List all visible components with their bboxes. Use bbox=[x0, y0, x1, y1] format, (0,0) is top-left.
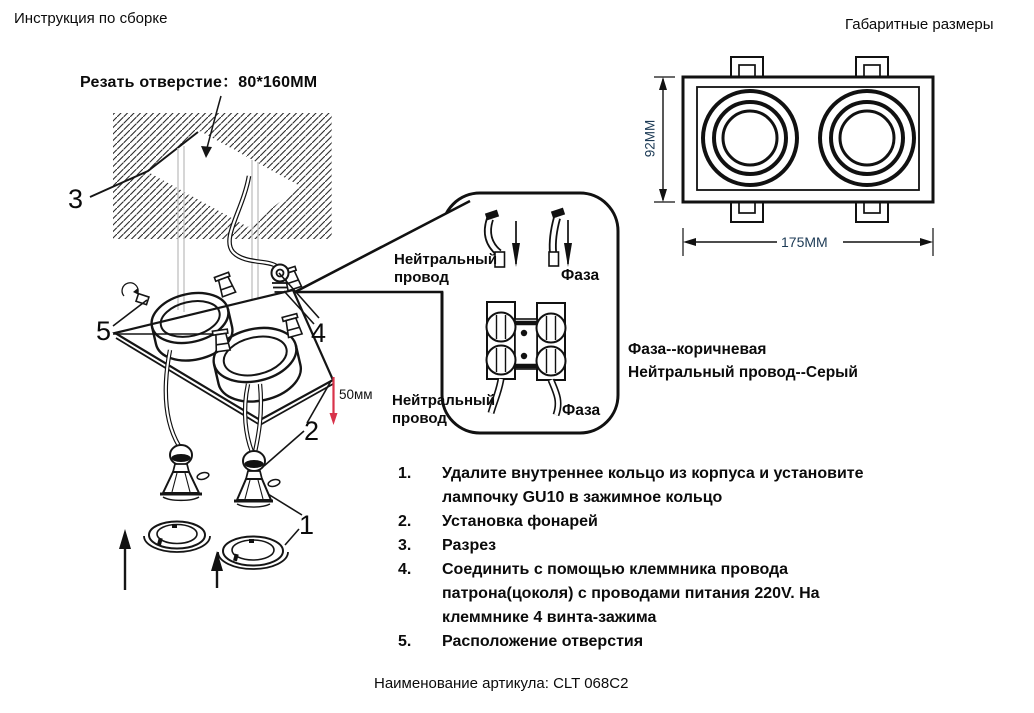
page-title: Инструкция по сборке bbox=[14, 10, 168, 27]
phase-wire-label-top: Фаза bbox=[561, 267, 600, 284]
step-text: Разрез bbox=[442, 537, 497, 554]
part-number-1: 1 bbox=[299, 510, 315, 540]
assembly-steps-list bbox=[398, 462, 898, 654]
list-item bbox=[398, 510, 898, 534]
part-number-5: 5 bbox=[96, 316, 112, 346]
wire-color-legend bbox=[628, 338, 858, 384]
width-dimension-label: 175MM bbox=[781, 234, 828, 250]
neutral-wire-label-bottom: Нейтральный провод bbox=[392, 392, 496, 427]
step-text: Расположение отверстия bbox=[442, 633, 644, 650]
dimensions-drawing bbox=[654, 57, 933, 256]
cable-connector bbox=[272, 265, 289, 293]
phase-color-note: Фаза--коричневая bbox=[628, 341, 767, 358]
part-number-3: 3 bbox=[68, 184, 84, 214]
step-number: 5. bbox=[398, 633, 412, 650]
rotate-arrow-head bbox=[133, 288, 139, 295]
list-item bbox=[398, 534, 898, 558]
article-name: Наименование артикула: CLT 068C2 bbox=[374, 675, 629, 692]
ceiling-cutout-drawing bbox=[90, 96, 332, 239]
part-number-2: 2 bbox=[304, 416, 320, 446]
up-arrow-right bbox=[211, 551, 223, 588]
height-dimension-label: 92MM bbox=[642, 119, 658, 158]
dimension-50mm-arrow bbox=[330, 377, 338, 425]
trim-ring-left bbox=[144, 522, 210, 553]
body-outline bbox=[683, 77, 933, 202]
socket-clip bbox=[214, 272, 235, 297]
up-arrow-left bbox=[119, 529, 131, 590]
phase-wire-label-bottom: Фаза bbox=[562, 402, 601, 419]
step-text: Удалите внутреннее кольцо из корпуса и установите лампочку GU10 в зажимное кольцо bbox=[442, 465, 864, 506]
dimensions-title: Габаритные размеры bbox=[845, 16, 994, 33]
neutral-color-note: Нейтральный провод--Серый bbox=[628, 364, 858, 381]
step-text: Соединить с помощью клеммника провода патрона(цоколя) с проводами питания 220V. На клеммнике 4 винта-зажима bbox=[442, 561, 820, 626]
step-number: 1. bbox=[398, 465, 412, 482]
list-item bbox=[398, 630, 898, 654]
part-number-4: 4 bbox=[311, 318, 327, 348]
cut-hole-note: Резать отверстие：80*160ММ bbox=[80, 74, 318, 91]
step-text: Установка фонарей bbox=[442, 513, 598, 530]
step-number: 3. bbox=[398, 537, 412, 554]
step-number: 4. bbox=[398, 561, 412, 578]
list-item bbox=[398, 462, 898, 510]
dimension-50mm-label: 50мм bbox=[339, 387, 373, 402]
trim-ring-right bbox=[218, 537, 288, 570]
neutral-wire-label-top: Нейтральный провод bbox=[394, 251, 498, 286]
rotate-arrow bbox=[122, 283, 138, 296]
list-item bbox=[398, 558, 898, 630]
step-number: 2. bbox=[398, 513, 412, 530]
